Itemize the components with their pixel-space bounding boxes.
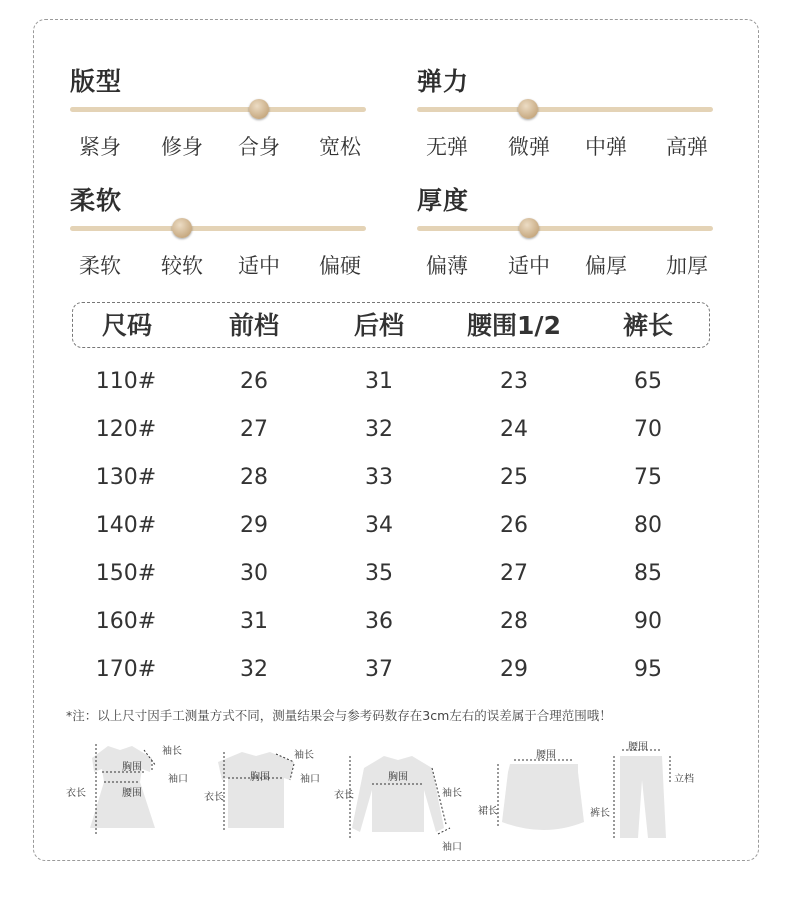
table-cell: 23 bbox=[500, 369, 528, 394]
skirt-waist-label: 腰围 bbox=[536, 750, 556, 761]
dress-waist-label: 腰围 bbox=[122, 788, 142, 799]
longsleeve-length-label: 衣长 bbox=[334, 790, 354, 801]
elasticity-option: 高弹 bbox=[666, 135, 708, 159]
table-cell: 170# bbox=[95, 657, 157, 682]
dress-cuff-label: 袖口 bbox=[168, 774, 188, 785]
table-cell: 32 bbox=[365, 417, 393, 442]
thickness-slider bbox=[417, 181, 717, 291]
softness-option: 偏硬 bbox=[319, 254, 361, 278]
table-cell: 33 bbox=[365, 465, 393, 490]
tshirt-sleeve-label: 袖长 bbox=[294, 750, 314, 761]
table-cell: 95 bbox=[634, 657, 662, 682]
table-cell: 160# bbox=[95, 609, 157, 634]
tshirt-illustration bbox=[198, 742, 328, 837]
softness-option: 适中 bbox=[238, 254, 280, 278]
elasticity-option: 无弹 bbox=[426, 135, 468, 159]
table-cell: 26 bbox=[500, 513, 528, 538]
table-cell: 85 bbox=[634, 561, 662, 586]
table-cell: 25 bbox=[500, 465, 528, 490]
table-cell: 32 bbox=[240, 657, 268, 682]
pants-icon bbox=[586, 738, 716, 843]
header-size: 尺码 bbox=[101, 311, 153, 340]
elasticity-slider bbox=[417, 62, 717, 172]
table-cell: 31 bbox=[240, 609, 268, 634]
pants-illustration bbox=[586, 738, 716, 843]
fit-knob bbox=[249, 99, 269, 119]
table-cell: 80 bbox=[634, 513, 662, 538]
softness-title: 柔软 bbox=[70, 186, 123, 215]
thickness-track bbox=[417, 226, 713, 231]
elasticity-title: 弹力 bbox=[417, 67, 470, 96]
skirt-icon bbox=[474, 742, 594, 842]
measurement-note: *注：以上尺寸因手工测量方式不同，测量结果会与参考码数存在3cm左右的误差属于合理范围哦！ bbox=[66, 708, 612, 723]
longsleeve-cuff-label: 袖口 bbox=[442, 842, 462, 853]
softness-slider bbox=[70, 181, 370, 291]
softness-option: 柔软 bbox=[79, 254, 121, 278]
thickness-title: 厚度 bbox=[417, 186, 470, 215]
pants-rise-label: 立档 bbox=[674, 774, 694, 785]
table-cell: 130# bbox=[95, 465, 157, 490]
table-cell: 28 bbox=[500, 609, 528, 634]
skirt-illustration bbox=[474, 742, 594, 842]
header-pants-length: 裤长 bbox=[622, 311, 674, 340]
skirt-length-label: 裙长 bbox=[478, 806, 498, 817]
table-cell: 28 bbox=[240, 465, 268, 490]
pants-waist-label: 腰围 bbox=[628, 742, 648, 753]
elasticity-track bbox=[417, 107, 713, 112]
fit-slider bbox=[70, 62, 370, 172]
table-cell: 140# bbox=[95, 513, 157, 538]
dress-sleeve-label: 袖长 bbox=[162, 746, 182, 757]
table-cell: 35 bbox=[365, 561, 393, 586]
thickness-option: 偏薄 bbox=[426, 254, 468, 278]
softness-track bbox=[70, 226, 366, 231]
tshirt-chest-label: 胸围 bbox=[250, 772, 270, 783]
thickness-option: 适中 bbox=[508, 254, 550, 278]
table-cell: 36 bbox=[365, 609, 393, 634]
longsleeve-sleeve-label: 袖长 bbox=[442, 788, 462, 799]
header-front-rise: 前档 bbox=[228, 311, 280, 340]
elasticity-option: 微弹 bbox=[508, 135, 550, 159]
table-cell: 150# bbox=[95, 561, 157, 586]
table-cell: 110# bbox=[95, 369, 157, 394]
table-cell: 30 bbox=[240, 561, 268, 586]
dress-chest-label: 胸围 bbox=[122, 762, 142, 773]
longsleeve-chest-label: 胸围 bbox=[388, 772, 408, 783]
fit-option: 宽松 bbox=[319, 135, 361, 159]
thickness-option: 加厚 bbox=[666, 254, 708, 278]
elasticity-knob bbox=[518, 99, 538, 119]
fit-option: 紧身 bbox=[79, 135, 121, 159]
dress-illustration bbox=[60, 738, 190, 843]
fit-title: 版型 bbox=[70, 67, 123, 96]
table-cell: 70 bbox=[634, 417, 662, 442]
longsleeve-illustration bbox=[332, 748, 472, 853]
table-cell: 37 bbox=[365, 657, 393, 682]
pants-length-label: 裤长 bbox=[590, 808, 610, 819]
elasticity-option: 中弹 bbox=[585, 135, 627, 159]
table-cell: 120# bbox=[95, 417, 157, 442]
fit-option: 合身 bbox=[238, 135, 280, 159]
thickness-option: 偏厚 bbox=[585, 254, 627, 278]
table-cell: 29 bbox=[240, 513, 268, 538]
table-cell: 29 bbox=[500, 657, 528, 682]
fit-option: 修身 bbox=[161, 135, 203, 159]
table-cell: 34 bbox=[365, 513, 393, 538]
table-cell: 65 bbox=[634, 369, 662, 394]
softness-option: 较软 bbox=[161, 254, 203, 278]
softness-knob bbox=[172, 218, 192, 238]
thickness-knob bbox=[519, 218, 539, 238]
table-cell: 31 bbox=[365, 369, 393, 394]
tshirt-cuff-label: 袖口 bbox=[300, 774, 320, 785]
fit-track bbox=[70, 107, 366, 112]
table-cell: 24 bbox=[500, 417, 528, 442]
tshirt-length-label: 衣长 bbox=[204, 792, 224, 803]
table-cell: 90 bbox=[634, 609, 662, 634]
dress-length-label: 衣长 bbox=[66, 788, 86, 799]
table-cell: 75 bbox=[634, 465, 662, 490]
header-half-waist: 腰围1/2 bbox=[467, 311, 561, 340]
header-back-rise: 后档 bbox=[353, 311, 405, 340]
table-cell: 27 bbox=[500, 561, 528, 586]
table-cell: 26 bbox=[240, 369, 268, 394]
table-cell: 27 bbox=[240, 417, 268, 442]
